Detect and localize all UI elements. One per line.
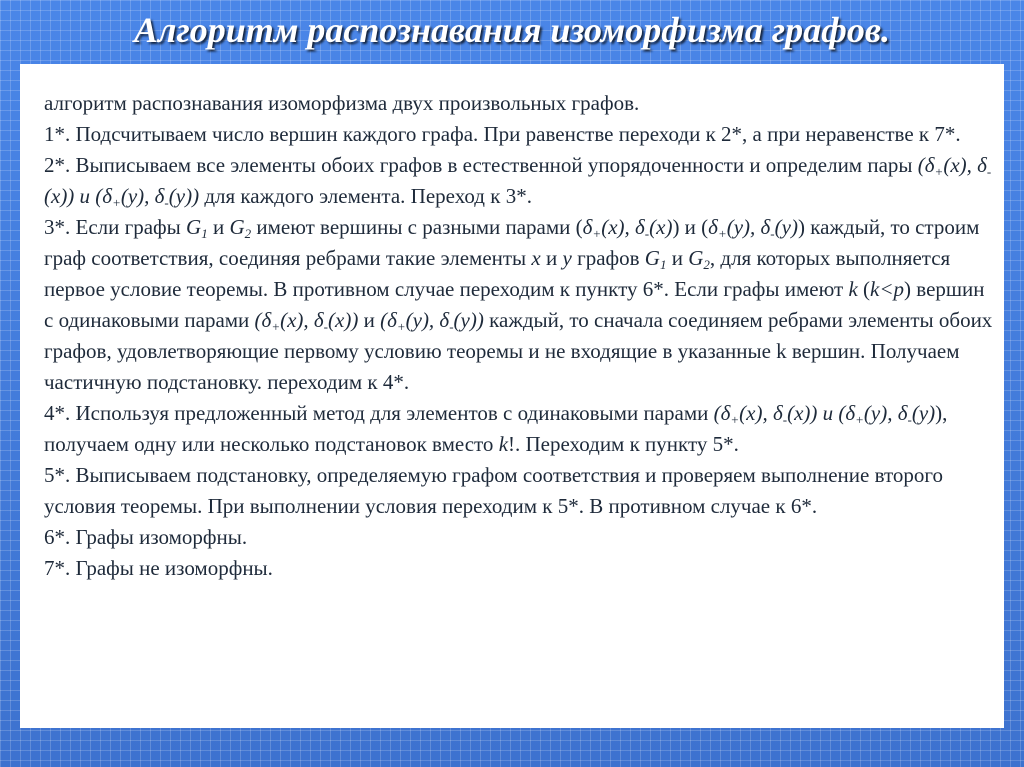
slide-title: Алгоритм распознавания изоморфизма графов. [133, 10, 891, 50]
algorithm-text [44, 88, 994, 584]
step-3: 3*. Если графы $G_1$ и $G_2$ имеют вершины с разными парами ($\delta_+(x)$, $\delta_-(x)$) и ($\delta_+(y)$, $\delta_-(y)$) каждый, то строим граф соответствия, соединяя ребрами такие элементы x и y графов $G_1$ и $G_2$, для которых выполняется первое условие теоремы. В противном случае переходим к пункту 6*. Если графы имеют k (k<p) вершин с одинаковыми парами ($\delta_+(x)$, $\delta_-(x)$) и ($\delta_+(y)$, $\delta_-(y)$) каждый, то сначала соединяем ребрами элементы обоих графов, удовлетворяющие первому условию теоремы и не входящие в указанные k вершин. Получаем частичную подстановку. переходим к 4*. [44, 215, 993, 394]
graph-g1-second: $G_1$ [644, 246, 667, 272]
graph-g1: $G_1$ [186, 215, 208, 241]
step-2 [44, 150, 994, 212]
step-3-formula-y: $\delta_+(y)$, $\delta_-(y)$ [708, 215, 798, 241]
step-3-formula-3: ($\delta_+(y)$, $\delta_-(y)$) [380, 308, 484, 334]
intro-line: алгоритм распознавания изоморфизма двух произвольных графов. [44, 91, 640, 115]
step-2-formula: ($\delta_+(x)$, $\delta_-(x)$) и ($\delta_+(y)$, $\delta_-(y)$) [44, 153, 992, 210]
graph-g2-second: $G_2$ [688, 246, 710, 272]
step-2-tail: для каждого элемента. Переход к 3*. [199, 184, 532, 208]
title-bar [0, 0, 1024, 64]
step-7: 7*. Графы не изоморфны. [44, 556, 273, 580]
step-5: 5*. Выписываем подстановку, определяемую графом соответствия и проверяем выполнение второго условия теоремы. При выполнении условия переходим к 5*. В противном случае к 6*. [44, 463, 943, 518]
step-1: 1*. Подсчитываем число вершин каждого графа. При равенстве переходи к 2*, а при неравенстве к 7*. [44, 122, 961, 146]
step-6: 6*. Графы изоморфны. [44, 525, 248, 549]
step-2-text: 2*. Выписываем все элементы обоих графов в естественной упорядоченности и определим пары [44, 153, 918, 177]
content-panel [20, 64, 1004, 728]
step-4: 4*. Используя предложенный метод для элементов с одинаковыми парами ($\delta_+(x)$, $\delta_-(x)$) и ($\delta_+(y)$, $\delta_-(y)$), получаем одну или несколько подстановок вместо k!. Переходим к пункту 5*. [44, 401, 948, 456]
graph-g2: $G_2$ [229, 215, 252, 241]
step-3-formula-2: ($\delta_+(x)$, $\delta_-(x)$) [254, 308, 359, 334]
step-3-formula-x: $\delta_+(x)$, $\delta_-(x)$ [582, 215, 673, 241]
step-4-formula: ($\delta_+(x)$, $\delta_-(x)$) и ($\delta_+(y)$, $\delta_-(y)$ [713, 401, 936, 427]
